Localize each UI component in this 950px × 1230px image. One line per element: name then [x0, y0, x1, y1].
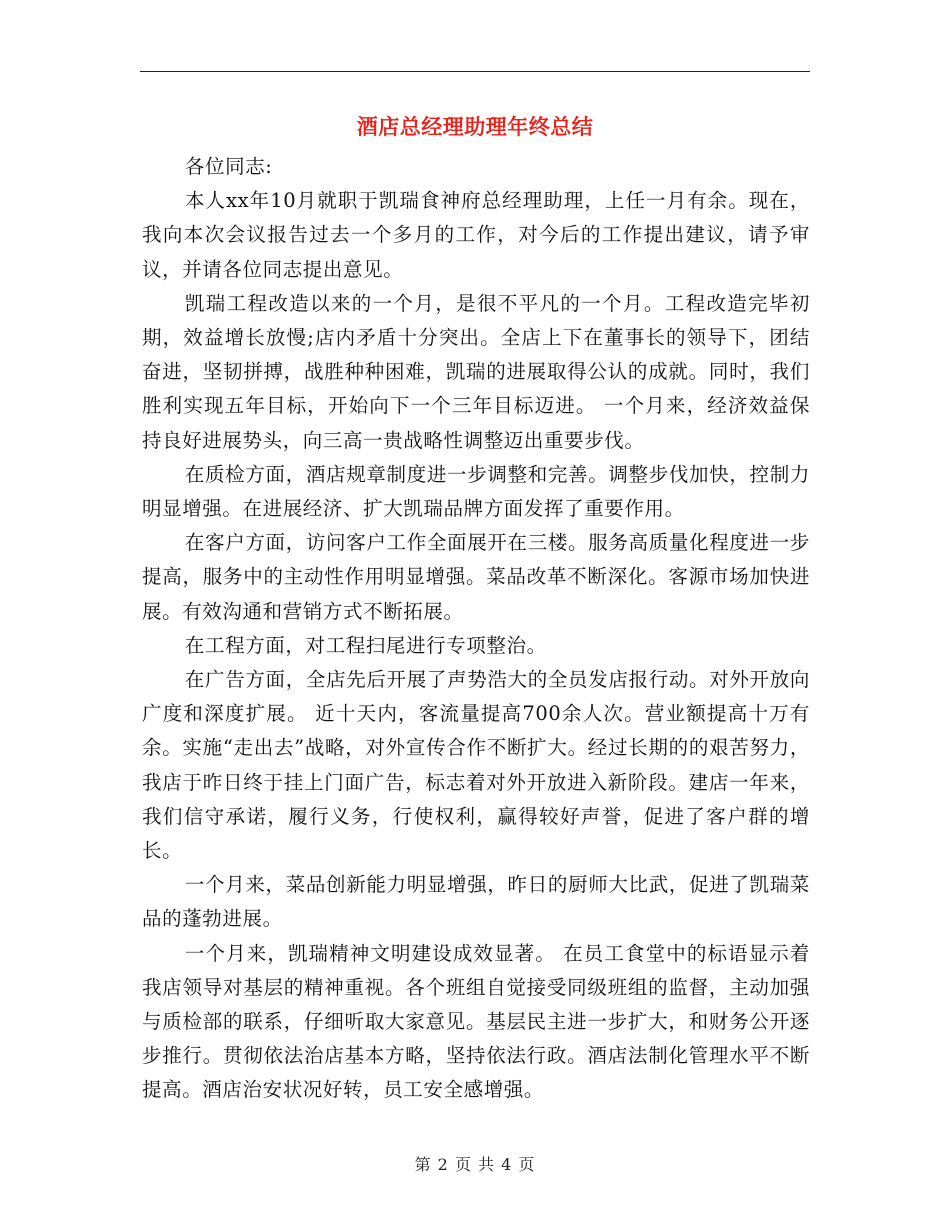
header-rule [140, 71, 810, 72]
document-body [142, 150, 810, 1108]
engineering-paragraph: 在工程方面，对工程扫尾进行专项整治。 [184, 633, 547, 657]
culture-paragraph: 一个月来，凯瑞精神文明建设成效显著。 在员工食堂中的标语显示着我店领导对基层的精神重视。各个班组自觉接受同级班组的监督，主动加强与质检部的联系，仔细听取大家意见。基层民主进一步扩大，和财务公开逐步推行。贯彻依法治店基本方略，坚持依法行政。酒店法制化管理水平不断提高。酒店治安状况好转，员工安全感增强。 [142, 941, 810, 1102]
advertising-paragraph: 在广告方面，全店先后开展了声势浩大的全员发店报行动。对外开放向广度和深度扩展。 近十天内，客流量提高700余人次。营业额提高十万有余。实施“走出去”战略，对外宣传合作不断扩大。经过长期的的艰苦努力，我店于昨日终于挂上门面广告，标志着对外开放进入新阶段。建店一年来，我们信守承诺，履行义务，行使权利，赢得较好声誉，促进了客户群的增长。 [142, 668, 810, 863]
quality-paragraph: 在质检方面，酒店规章制度进一步调整和完善。调整步伐加快，控制力明显增强。在进展经济、扩大凯瑞品牌方面发挥了重要作用。 [142, 462, 810, 521]
page-number-footer: 第 2 页 共 4 页 [414, 1155, 536, 1174]
document-title: 酒店总经理助理年终总结 [356, 114, 594, 139]
overview-paragraph: 凯瑞工程改造以来的一个月，是很不平凡的一个月。工程改造完毕初期，效益增长放慢;店内矛盾十分突出。全店上下在董事长的领导下，团结奋进，坚韧拼搏，战胜种种困难，凯瑞的进展取得公认的成就。同时，我们胜利实现五年目标，开始向下一个三年目标迈进。 一个月来，经济效益保持良好进展势头，向三高一贵战略性调整迈出重要步伐。 [142, 291, 810, 452]
cuisine-paragraph: 一个月来，菜品创新能力明显增强，昨日的厨师大比武，促进了凯瑞菜品的蓬勃进展。 [142, 873, 810, 931]
customer-paragraph: 在客户方面，访问客户工作全面展开在三楼。服务高质量化程度进一步提高，服务中的主动性作用明显增强。菜品改革不断深化。客源市场加快进展。有效沟通和营销方式不断拓展。 [142, 531, 810, 623]
salutation-paragraph: 各位同志: [184, 155, 273, 178]
intro-paragraph: 本人xx年10月就职于凯瑞食神府总经理助理，上任一月有余。现在，我向本次会议报告过去一个多月的工作，对今后的工作提出建议，请予审议，并请各位同志提出意见。 [142, 189, 810, 281]
